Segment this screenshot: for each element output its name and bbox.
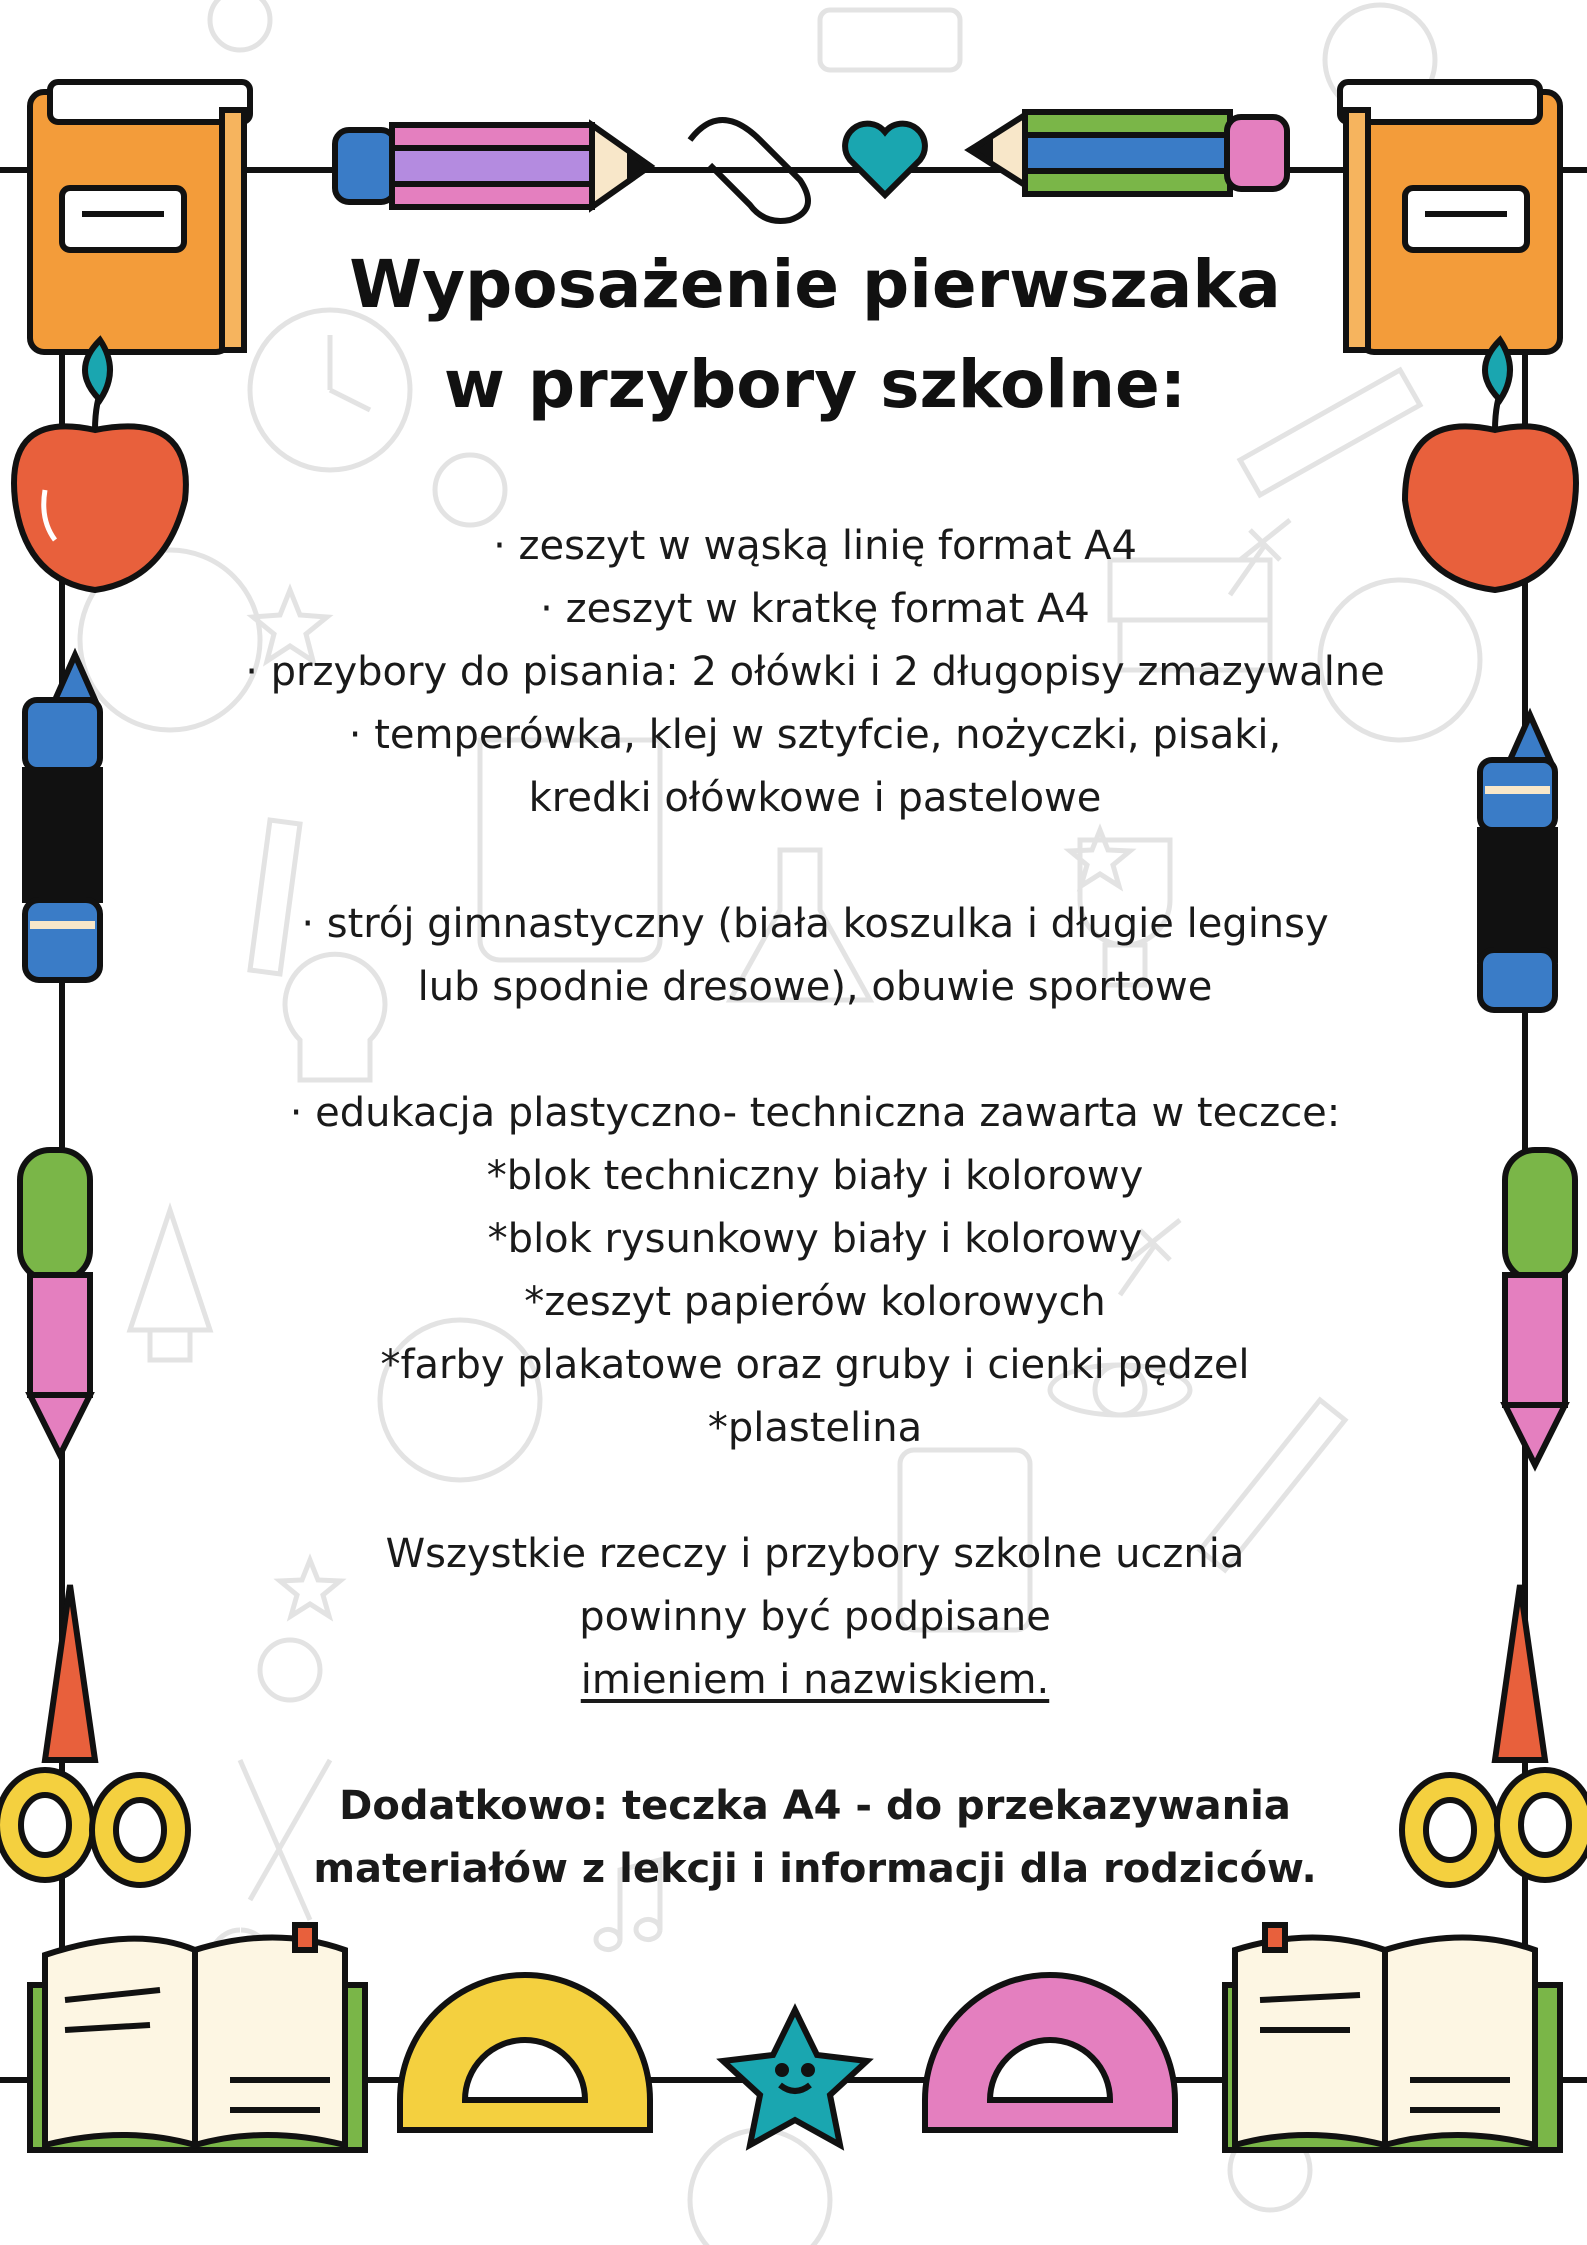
list-item: · zeszyt w wąską linię format A4 <box>493 523 1137 569</box>
supply-list <box>180 515 1450 1901</box>
open-book-icon <box>1225 1925 1560 2150</box>
spacer <box>180 1019 1450 1082</box>
note-line: Wszystkie rzeczy i przybory szkolne ucznia <box>385 1531 1245 1577</box>
document-content <box>180 235 1450 1901</box>
list-item: · zeszyt w kratkę format A4 <box>540 586 1090 632</box>
pencil-icon <box>335 125 650 207</box>
list-item: *farby plakatowe oraz gruby i cienki pędzel <box>380 1342 1250 1388</box>
spacer <box>180 830 1450 893</box>
extra-line: Dodatkowo: teczka A4 - do przekazywania <box>339 1783 1291 1829</box>
list-item: · temperówka, klej w sztyfcie, nożyczki, pisaki, <box>348 712 1282 758</box>
protractor-icon <box>400 1975 650 2130</box>
title-line-1: Wyposażenie pierwszaka <box>349 246 1281 323</box>
pen-icon <box>20 1150 90 1455</box>
smiley-doodle <box>210 0 270 50</box>
note-line: powinny być podpisane <box>579 1594 1051 1640</box>
open-book-icon <box>30 1925 365 2150</box>
spacer <box>180 1712 1450 1775</box>
marker-icon <box>25 655 100 980</box>
title-line-2: w przybory szkolne: <box>443 346 1187 423</box>
extra-line: materiałów z lekcji i informacji dla rodziców. <box>313 1846 1317 1892</box>
list-item: · strój gimnastyczny (biała koszulka i długie leginsy <box>301 901 1329 947</box>
list-item: *blok techniczny biały i kolorowy <box>486 1153 1144 1199</box>
list-item: kredki ołówkowe i pastelowe <box>528 775 1102 821</box>
page-title <box>180 235 1450 435</box>
apple-icon <box>14 340 186 590</box>
list-item: lub spodnie dresowe), obuwie sportowe <box>417 964 1213 1010</box>
scissors-icon <box>0 1585 188 1885</box>
marker-icon <box>1480 715 1555 1010</box>
protractor-icon <box>925 1975 1175 2130</box>
clock-doodle <box>690 2130 830 2245</box>
pen-icon <box>1505 1150 1575 1465</box>
pencil-icon <box>970 112 1287 194</box>
list-item: · edukacja plastyczno- techniczna zawarta w teczce: <box>289 1090 1341 1136</box>
list-item: *blok rysunkowy biały i kolorowy <box>487 1216 1143 1262</box>
list-item: *plastelina <box>707 1405 923 1451</box>
star-icon <box>723 2010 867 2145</box>
heart-icon <box>845 124 925 195</box>
list-item: · przybory do pisania: 2 ołówki i 2 długopisy zmazywalne <box>245 649 1385 695</box>
spacer <box>180 1460 1450 1523</box>
calculator-doodle <box>820 10 960 70</box>
list-item: *zeszyt papierów kolorowych <box>524 1279 1106 1325</box>
note-line-underlined: imieniem i nazwiskiem. <box>580 1657 1050 1703</box>
